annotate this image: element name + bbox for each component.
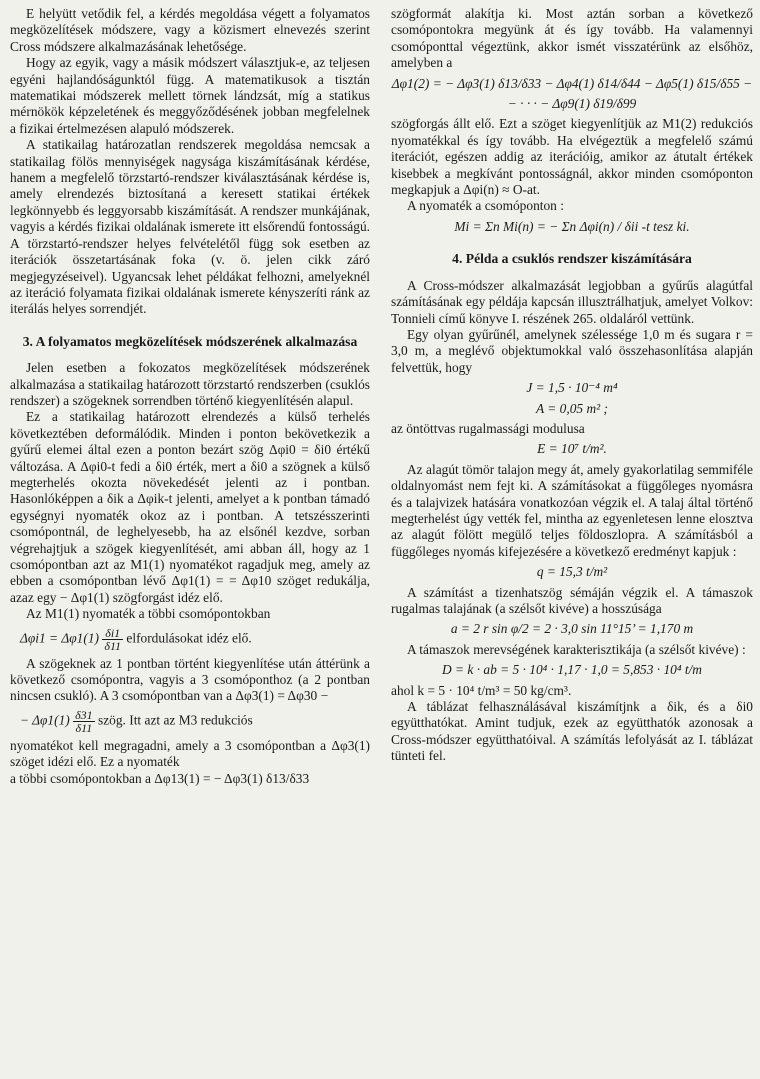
equation xyxy=(10,709,370,734)
fraction xyxy=(102,627,123,652)
section-heading: 4. Példa a csuklós rendszer kiszámítására xyxy=(452,251,692,267)
equation-lhs: − Δφ1(1) xyxy=(20,712,70,728)
paragraph: az öntöttvas rugalmassági modulusa xyxy=(391,420,585,436)
paragraph: ahol k = 5 · 10⁴ t/m³ = 50 kg/cm³. xyxy=(391,682,572,698)
paragraph: Ez a statikailag határozott elrendezés a külső terhelés következtében deformálódik. Minden i ponton bekövetkezik a gyűrű elemei által ezen a ponton bezárt szög Δφi0 = δi0 értékű változása. A Δφi0-t fedi a δi0 érték, mert a δi0 a szögnek a külső megterhelés okozta növekedését jelenti az i pontban. Hasonlóképpen a δik a Δφik-t jelenti, amelyet a k pontban támadó egységnyi nyomaték okoz az i pontban. A tetszésszerinti csomópontnál, de leghelyesebb, ha az elsőnél kezdve, sorban végrehajtjuk a szögek kiegyenlítését, ami abban áll, hogy az 1 csomópontban azt az M1(1) nyomatékot ragadjuk meg, amely az ebben a csomópontban lévő Δφ1(1) = = Δφ10 szöget redukálja, azaz egy − Δφ1(1) szögforgást idéz elő. xyxy=(10,409,370,605)
paragraph: E helyütt vetődik fel, a kérdés megoldása végett a folyamatos megközelítések módszere, vagy a közismert elnevezés szerint Cross módszere alkalmazásának lehetősége. xyxy=(10,6,370,54)
paragraph: A táblázat felhasználásával kiszámítjnk a δik, és a δi0 együtthatókat. Amint tudjuk, ezek az együtthatók azonosak a Cross-módszer együtthatóival. A számítás lefolyását az I. táblázat tünteti fel. xyxy=(391,699,753,764)
equation: A = 0,05 m² ; xyxy=(536,400,608,416)
paragraph: szögforgás állt elő. Ezt a szöget kiegyenlítjük az M1(2) redukciós nyomatékkal és így tovább. Ha elvégeztük a megfelelő számú iterációt, egészen addig az iterációig, amikor az átutalt értékek kisebbek a megkívánt pontosságnál, akkor minden csomóponton megkapjuk a Δφi(n) ≈ O-at. xyxy=(391,116,753,198)
fraction-numerator: δi1 xyxy=(102,627,123,640)
equation-lhs: Δφi1 = Δφ1(1) xyxy=(20,630,99,646)
equation: a = 2 r sin φ/2 = 2 · 3,0 sin 11°15’ = 1,170 m xyxy=(450,621,694,637)
left-column xyxy=(10,6,370,787)
paragraph: A nyomaték a csomóponton : xyxy=(407,198,564,214)
equation: E = 10⁷ t/m². xyxy=(537,441,607,457)
paragraph: Az alagút tömör talajon megy át, amely gyakorlatilag semmiféle oldalnyomást nem fejt ki. A számításokat a függőleges nyomásra és a talajvizek hatására vonatkozóan végzik el. A talaj által történő megterhelést úgy vették fel, mintha az egyenletesen lenne elosztva az alagút fölött megülő teljes földoszlopra. A számításból a függőleges nyomás kifejezésére a következő eredményt kapjuk : xyxy=(391,461,753,559)
paragraph: A szögeknek az 1 pontban történt kiegyenlítése után áttérünk a következő csomópontra, vagyis a 3 csomóponthoz (a 2 pontban nincsen csukló). A 3 csomópontban van a Δφ3(1) = Δφ30 − xyxy=(10,655,370,704)
fraction xyxy=(73,709,95,734)
equation-text: elfordulásokat idéz elő. xyxy=(126,630,252,646)
equation: Mi = Σn Mi(n) = − Σn Δφi(n) / δii -t tesz ki. xyxy=(454,218,690,234)
paragraph: A számítást a tizenhatszög sémáján végzik el. A támaszok rugalmas talajának (a szélsőt kivéve) a hosszúsága xyxy=(391,584,753,616)
equation: q = 15,3 t/m² xyxy=(536,564,608,580)
paragraph: A támaszok merevségének karakterisztikája (a szélsőt kivéve) : xyxy=(407,641,746,657)
paragraph: Az M1(1) nyomaték a többi csomópontokban xyxy=(26,606,271,622)
right-column xyxy=(391,6,753,765)
equation xyxy=(10,627,370,652)
equation: − · · · − Δφ9(1) δ19/δ99 xyxy=(507,96,637,112)
fraction-denominator: δ11 xyxy=(75,720,93,735)
paragraph: Jelen esetben a fokozatos megközelítések módszerének alkalmazása a statikailag határozott törzstartó rendszerben (csuklós rendszer) a szögeknek sorrendben történő kiegyenlítésén alapul. xyxy=(10,360,370,408)
paragraph: a többi csomópontokban a Δφ13(1) = − Δφ3(1) δ13/δ33 xyxy=(10,770,310,786)
equation-text: szög. Itt azt az M3 redukciós xyxy=(98,712,253,728)
paragraph: A Cross-módszer alkalmazását legjobban a gyűrűs alagútfal számításának egy példája kapcsán illusztrálhatjuk, amelyet Volkov: Tonnieli című könyve I. részének 265. oldaláról vettünk. xyxy=(391,277,753,326)
fraction-denominator: δ11 xyxy=(104,638,122,653)
paragraph: szögformát alakítja ki. Most aztán sorban a következő csomópontokra megyünk át és így tovább. Ha valamennyi csomóponttal végeztünk, akkor ismét visszatérünk az elsőhöz, amelyben a xyxy=(391,6,753,71)
paragraph: Egy olyan gyűrűnél, amelynek szélessége 1,0 m és sugara r = 3,0 m, a meglévő objektumokkal való összehasonlítása alapján felvettük, hogy xyxy=(391,326,753,375)
fraction-numerator: δ31 xyxy=(75,707,93,722)
paragraph: Hogy az egyik, vagy a másik módszert választjuk-e, az teljesen egyéni hajlandóságunktól függ. A matematikusok a tisztán matematikai módszerek mellett törnek lándzsát, míg a statikus mérnökök képzeletének és meggyőződésének jobban megfelelnek a fizikai értelmezésen alapuló módszerek. xyxy=(10,55,370,136)
paragraph: nyomatékot kell megragadni, amely a 3 csomópontban a Δφ3(1) szöget idézi elő. Ez a nyomaték xyxy=(10,737,370,770)
section-heading: 3. A folyamatos megközelítések módszerének alkalmazása xyxy=(22,333,358,349)
equation: Δφ1(2) = − Δφ3(1) δ13/δ33 − Δφ4(1) δ14/δ44 − Δφ5(1) δ15/δ55 − xyxy=(391,75,753,91)
paragraph: A statikailag határozatlan rendszerek megoldása nemcsak a statikailag fölös mennyiségek nagysága kiszámításának kérdése, hanem a megfelelő törzstartó-rendszer kiválasztásának kérdése is, amely elrendezés biztosítaná a keresett statikai értékek legkönnyebb és leggyorsabb kiszámítását. A rendszer munkájának, vagyis a kérdés fizikai oldalának ismerete itt elsőrendű fontosságú. A törzstartó-rendszer helyes felvételétől függ sok esetben az iterációk összetartásának foka (v. ö. jelen cikk záró megjegyzéseivel). Ugyancsak lehet példákat felhozni, amelyeknél az iteráció folyamata fizikai oldalának ismerete kényszeríti ránk az iterálás helyes sorrendjét. xyxy=(10,137,370,317)
equation: J = 1,5 · 10⁻⁴ m⁴ xyxy=(526,380,618,396)
equation: D = k · ab = 5 · 10⁴ · 1,17 · 1,0 = 5,853 · 10⁴ t/m xyxy=(442,662,702,678)
